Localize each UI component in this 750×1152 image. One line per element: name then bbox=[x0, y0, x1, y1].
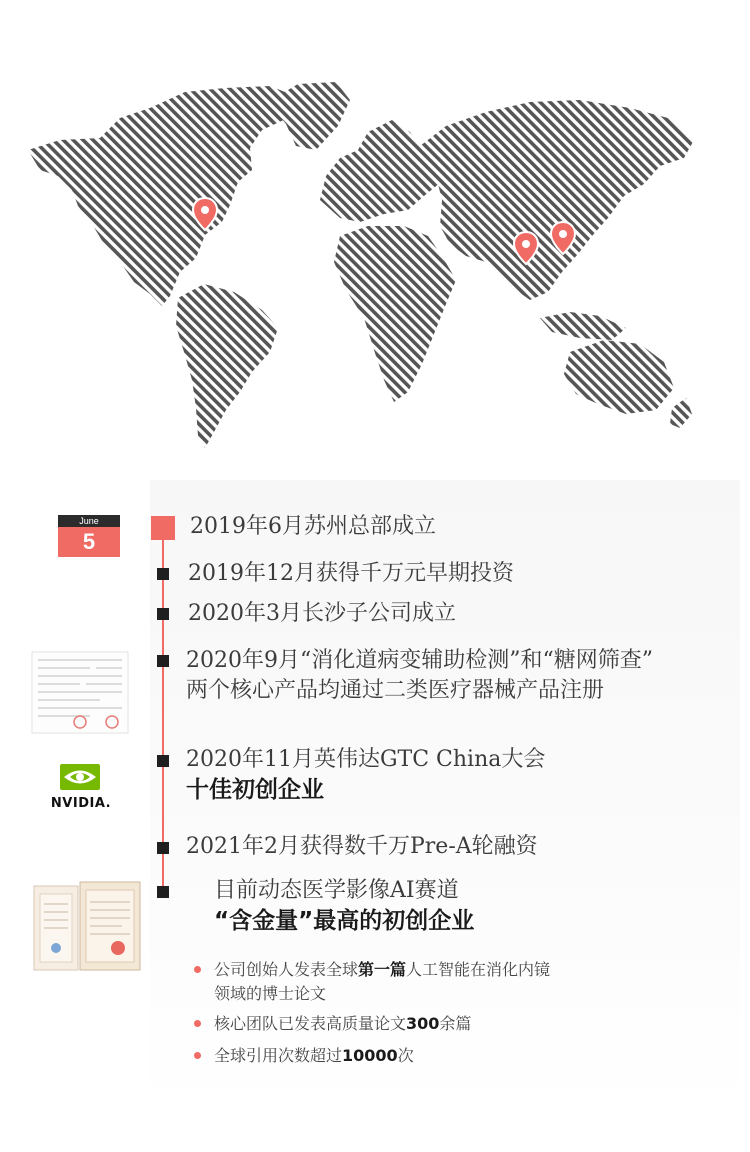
achievement-item: 核心团队已发表高质量论文300余篇 bbox=[214, 1012, 471, 1036]
continent-africa bbox=[334, 226, 456, 402]
nvidia-eye-icon bbox=[46, 762, 116, 794]
continent-australia bbox=[564, 340, 674, 414]
calendar-day: 5 bbox=[58, 527, 120, 557]
timeline-marker bbox=[157, 842, 169, 854]
event-highlight: “含金量”最高的初创企业 bbox=[214, 908, 475, 934]
bullet-dot bbox=[194, 1052, 201, 1059]
timeline-event bbox=[190, 512, 436, 542]
event-text: 2020年3月长沙子公司成立 bbox=[188, 601, 456, 626]
nvidia-logo bbox=[46, 762, 116, 812]
achievement-item: 公司创始人发表全球第一篇人工智能在消化内镜 领域的博士论文 bbox=[214, 958, 550, 1006]
timeline-event bbox=[186, 832, 538, 862]
timeline-marker bbox=[157, 568, 169, 580]
event-highlight: 十佳初创企业 bbox=[186, 777, 324, 803]
event-text: 2019年12月获得千万元早期投资 bbox=[188, 561, 514, 586]
timeline-line bbox=[162, 540, 164, 886]
event-text: 2020年11月英伟达GTC China大会 bbox=[186, 747, 546, 772]
timeline-marker bbox=[157, 886, 169, 898]
bullet-dot bbox=[194, 966, 201, 973]
timeline-marker bbox=[157, 655, 169, 667]
nvidia-wordmark: NVIDIA. bbox=[50, 796, 112, 811]
timeline-event bbox=[186, 646, 653, 706]
event-text: 2019年6月苏州总部成立 bbox=[190, 514, 436, 539]
continent-asia bbox=[420, 100, 694, 300]
event-text: 2020年9月“消化道病变辅助检测”和“糖网筛查” bbox=[186, 648, 653, 673]
continent-north-america bbox=[28, 86, 300, 306]
timeline-marker bbox=[151, 516, 175, 540]
timeline-event bbox=[188, 599, 456, 629]
continent-new-zealand bbox=[670, 398, 692, 428]
event-text: 2021年2月获得数千万Pre-A轮融资 bbox=[186, 834, 538, 859]
continent-south-america bbox=[176, 284, 278, 448]
continent-europe bbox=[320, 120, 446, 222]
timeline-event bbox=[188, 559, 514, 589]
timeline-event bbox=[214, 876, 474, 936]
calendar-month: June bbox=[58, 515, 120, 527]
timeline-marker bbox=[157, 608, 169, 620]
event-text: 两个核心产品均通过二类医疗器械产品注册 bbox=[186, 678, 605, 703]
world-map bbox=[0, 0, 750, 470]
achievement-item: 全球引用次数超过10000次 bbox=[214, 1044, 414, 1068]
event-text: 目前动态医学影像AI赛道 bbox=[214, 878, 459, 903]
bullet-dot bbox=[194, 1020, 201, 1027]
calendar-icon bbox=[58, 515, 120, 557]
timeline-event bbox=[186, 745, 545, 805]
registration-certificate-image bbox=[30, 650, 130, 735]
timeline-marker bbox=[157, 755, 169, 767]
copyright-certificate-image bbox=[32, 880, 142, 975]
continent-indonesia bbox=[540, 312, 626, 340]
